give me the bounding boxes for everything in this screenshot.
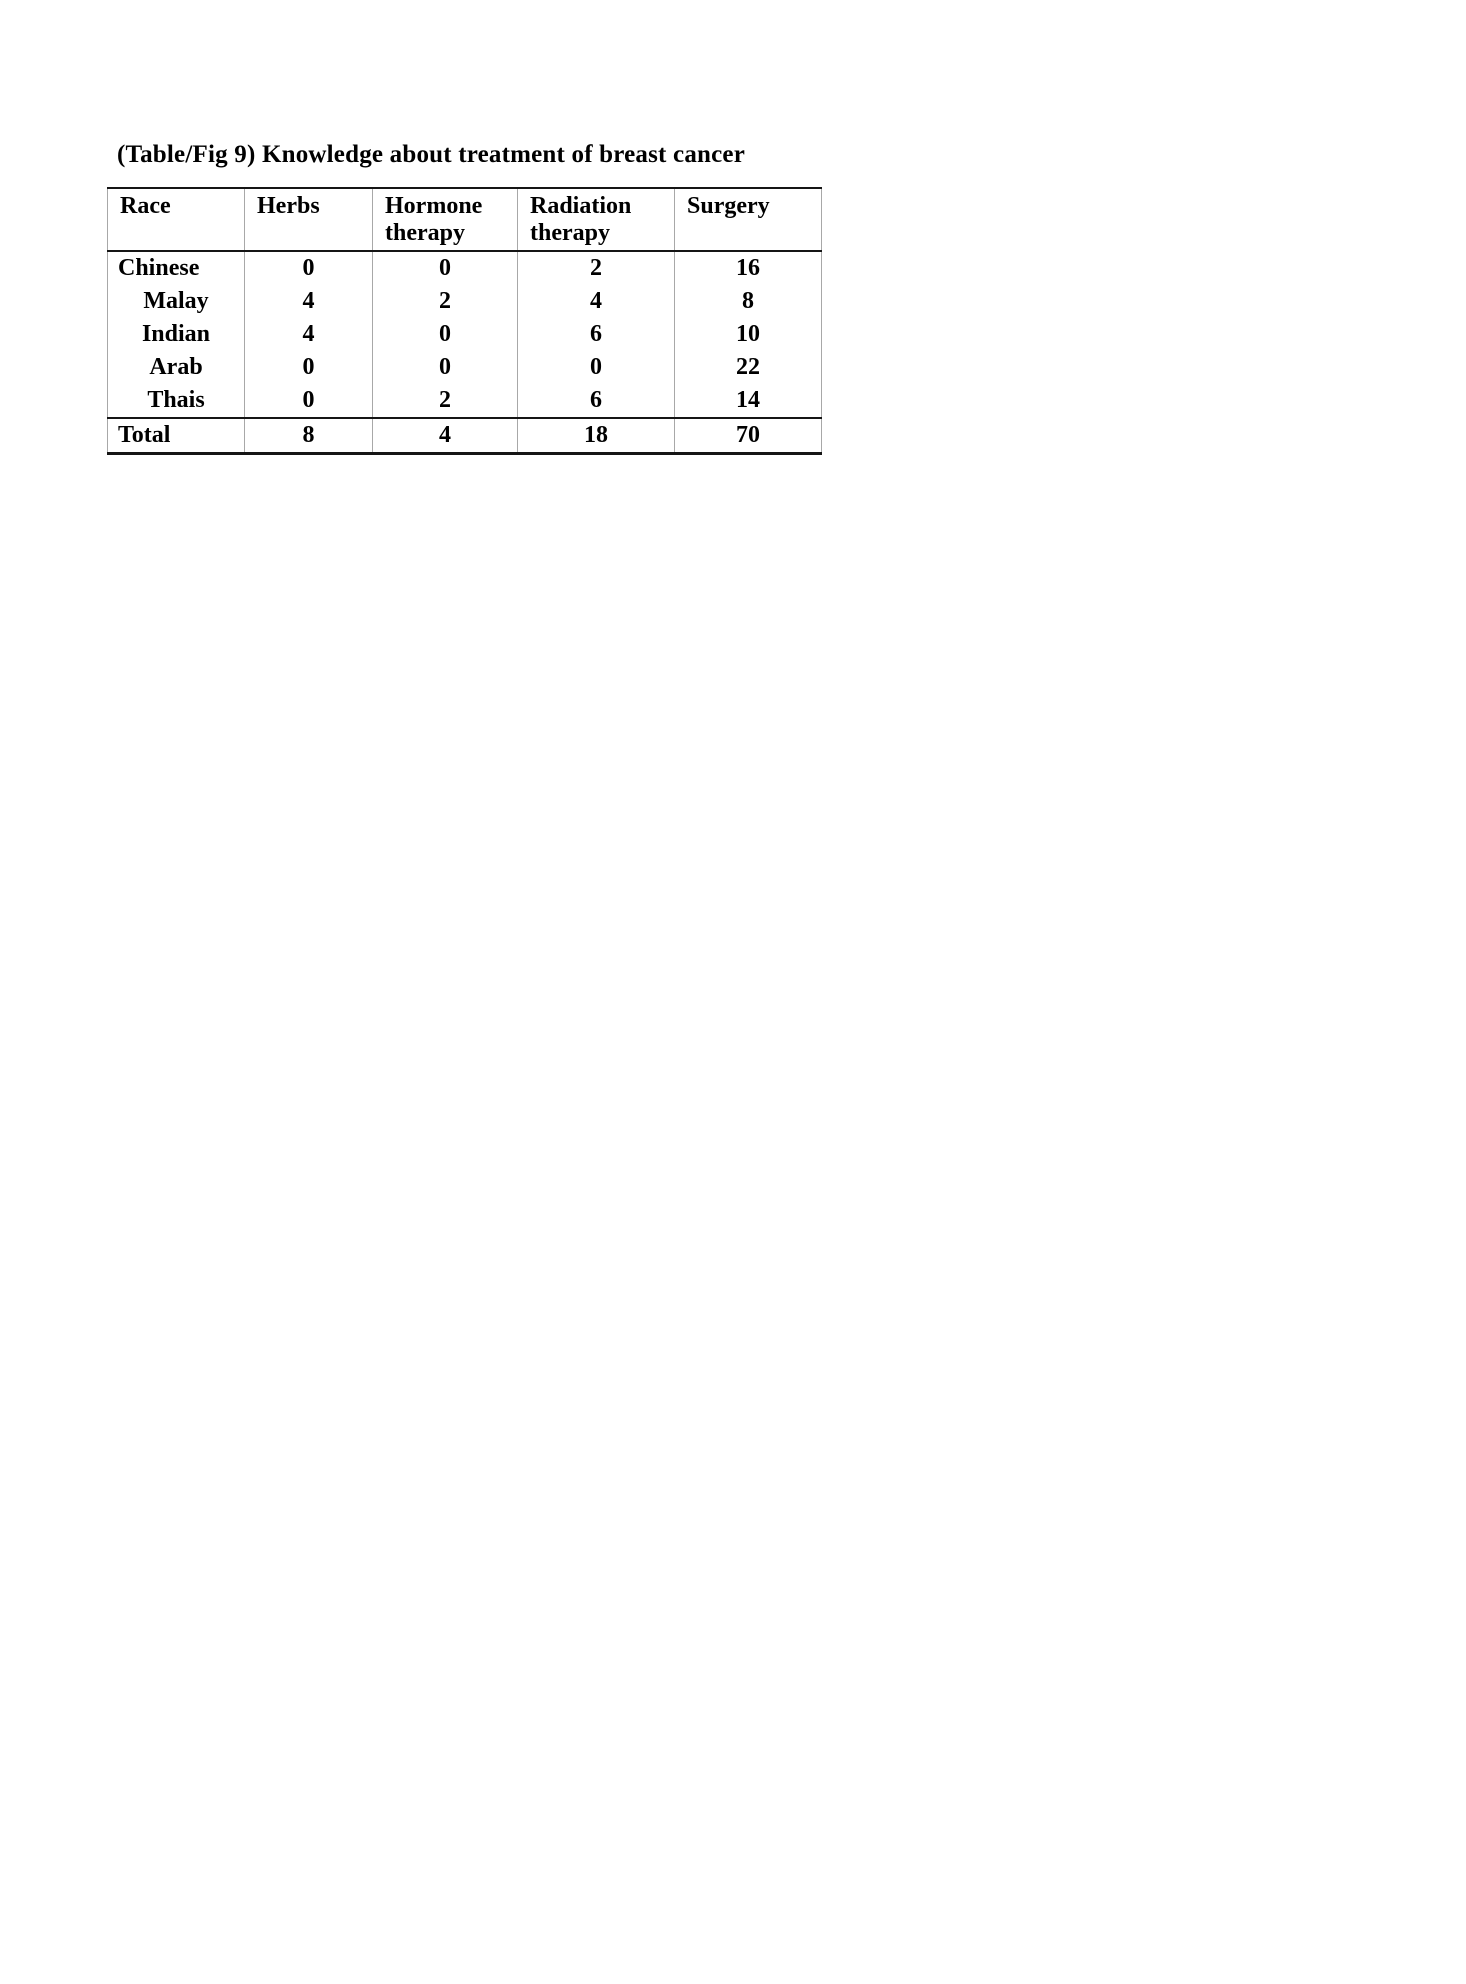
total-herbs-cell: 8 (245, 418, 373, 453)
race-cell: Malay (108, 285, 245, 318)
race-cell: Arab (108, 351, 245, 384)
table-row (108, 351, 822, 384)
race-cell: Chinese (108, 251, 245, 285)
herbs-cell: 4 (245, 285, 373, 318)
column-header-hormone: Hormone therapy (373, 188, 518, 251)
radiation-cell: 2 (518, 251, 675, 285)
herbs-cell: 0 (245, 251, 373, 285)
herbs-cell: 0 (245, 384, 373, 418)
column-header-surgery: Surgery (675, 188, 822, 251)
table-row (108, 384, 822, 418)
hormone-cell: 0 (373, 251, 518, 285)
table-row (108, 251, 822, 285)
radiation-cell: 6 (518, 384, 675, 418)
table-row (108, 318, 822, 351)
total-surgery-cell: 70 (675, 418, 822, 453)
table-row (108, 285, 822, 318)
surgery-cell: 10 (675, 318, 822, 351)
herbs-cell: 4 (245, 318, 373, 351)
radiation-cell: 6 (518, 318, 675, 351)
column-header-herbs: Herbs (245, 188, 373, 251)
total-hormone-cell: 4 (373, 418, 518, 453)
hormone-cell: 2 (373, 285, 518, 318)
hormone-cell: 0 (373, 351, 518, 384)
race-cell: Thais (108, 384, 245, 418)
radiation-cell: 4 (518, 285, 675, 318)
total-row (108, 418, 822, 453)
hormone-cell: 2 (373, 384, 518, 418)
race-cell: Indian (108, 318, 245, 351)
herbs-cell: 0 (245, 351, 373, 384)
surgery-cell: 22 (675, 351, 822, 384)
table-title: (Table/Fig 9) Knowledge about treatment of breast cancer (117, 141, 746, 168)
radiation-cell: 0 (518, 351, 675, 384)
surgery-cell: 8 (675, 285, 822, 318)
total-radiation-cell: 18 (518, 418, 675, 453)
breast-cancer-treatment-knowledge-table (107, 187, 822, 455)
column-header-radiation: Radiation therapy (518, 188, 675, 251)
total-label-cell: Total (108, 418, 245, 453)
hormone-cell: 0 (373, 318, 518, 351)
column-header-race: Race (108, 188, 245, 251)
surgery-cell: 16 (675, 251, 822, 285)
surgery-cell: 14 (675, 384, 822, 418)
header-row (108, 188, 822, 251)
